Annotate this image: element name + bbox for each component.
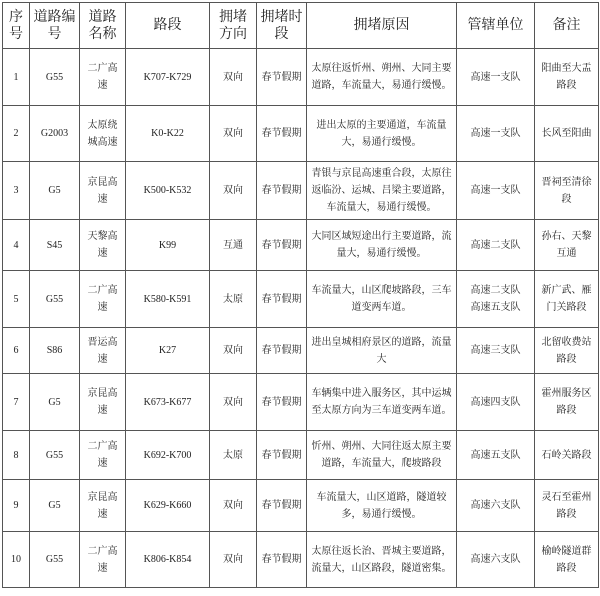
road-name: 二广高速 [80,49,126,106]
road-code: G55 [30,271,80,328]
congestion-direction: 太原 [210,431,257,480]
road-code: G55 [30,431,80,480]
congestion-reason: 进出太原的主要通道，车流量大，易通行缓慢。 [307,106,457,162]
row-number: 8 [3,431,30,480]
table-row [3,532,599,588]
jurisdiction-unit: 高速二支队 [457,220,535,271]
row-number: 4 [3,220,30,271]
table-row [3,431,599,480]
remark: 北留收费站路段 [535,328,599,374]
congestion-period: 春节假期 [257,480,307,532]
remark: 石岭关路段 [535,431,599,480]
row-number: 6 [3,328,30,374]
row-number: 7 [3,374,30,431]
road-name: 二广高速 [80,532,126,588]
remark: 晋祠至清徐段 [535,162,599,220]
road-section: K629-K660 [126,480,210,532]
remark: 灵石至霍州路段 [535,480,599,532]
congestion-reason: 进出皇城相府景区的道路，流量大 [307,328,457,374]
table-row [3,271,599,328]
congestion-period: 春节假期 [257,431,307,480]
jurisdiction-unit: 高速一支队 [457,162,535,220]
road-section: K500-K532 [126,162,210,220]
jurisdiction-unit: 高速一支队 [457,106,535,162]
road-section: K27 [126,328,210,374]
congestion-reason: 大同区域短途出行主要道路，流量大，易通行缓慢。 [307,220,457,271]
road-name: 二广高速 [80,271,126,328]
header-unit: 管辖单位 [457,3,535,49]
road-section: K0-K22 [126,106,210,162]
road-name: 天黎高速 [80,220,126,271]
remark: 长风至阳曲 [535,106,599,162]
row-number: 3 [3,162,30,220]
congestion-reason: 太原往返长治、晋城主要道路，流量大，山区路段，隧道密集。 [307,532,457,588]
road-section: K707-K729 [126,49,210,106]
road-name: 太原绕城高速 [80,106,126,162]
congestion-direction: 双向 [210,374,257,431]
row-number: 10 [3,532,30,588]
table-row [3,374,599,431]
header-road-code: 道路编号 [30,3,80,49]
header-reason: 拥堵原因 [307,3,457,49]
congestion-reason: 青银与京昆高速重合段，太原往返临汾、运城、吕梁主要道路，车流量大，易通行缓慢。 [307,162,457,220]
congestion-period: 春节假期 [257,374,307,431]
road-section: K99 [126,220,210,271]
congestion-period: 春节假期 [257,106,307,162]
row-number: 1 [3,49,30,106]
table-row [3,220,599,271]
road-name: 二广高速 [80,431,126,480]
remark: 榆岭隧道群路段 [535,532,599,588]
congestion-reason: 忻州、朔州、大同往返太原主要道路，车流量大，爬坡路段 [307,431,457,480]
congestion-period: 春节假期 [257,49,307,106]
road-name: 晋运高速 [80,328,126,374]
congestion-reason: 车流量大，山区道路，隧道较多，易通行缓慢。 [307,480,457,532]
road-name: 京昆高速 [80,480,126,532]
table-row [3,162,599,220]
header-no: 序号 [3,3,30,49]
road-name: 京昆高速 [80,162,126,220]
road-section: K806-K854 [126,532,210,588]
road-code: G5 [30,374,80,431]
congestion-reason: 太原往返忻州、朔州、大同主要道路，车流量大，易通行缓慢。 [307,49,457,106]
road-code: G5 [30,480,80,532]
table-row [3,480,599,532]
road-code: G5 [30,162,80,220]
header-period: 拥堵时段 [257,3,307,49]
header-section: 路段 [126,3,210,49]
congestion-direction: 双向 [210,532,257,588]
congestion-reason: 车流量大，山区爬坡路段，三车道变两车道。 [307,271,457,328]
jurisdiction-unit: 高速六支队 [457,480,535,532]
road-code: S45 [30,220,80,271]
table-body [3,49,599,588]
row-number: 9 [3,480,30,532]
road-code: G2003 [30,106,80,162]
jurisdiction-unit: 高速四支队 [457,374,535,431]
road-section: K580-K591 [126,271,210,328]
jurisdiction-unit: 高速三支队 [457,328,535,374]
congestion-reason: 车辆集中进入服务区，其中运城至太原方向为三车道变两车道。 [307,374,457,431]
header-road-name: 道路名称 [80,3,126,49]
row-number: 5 [3,271,30,328]
jurisdiction-unit: 高速六支队 [457,532,535,588]
header-row [3,3,599,49]
congestion-period: 春节假期 [257,328,307,374]
remark: 阳曲至大盂路段 [535,49,599,106]
table-row [3,328,599,374]
jurisdiction-unit: 高速一支队 [457,49,535,106]
congestion-direction: 双向 [210,106,257,162]
congestion-direction: 太原 [210,271,257,328]
congestion-period: 春节假期 [257,220,307,271]
congestion-period: 春节假期 [257,162,307,220]
road-code: G55 [30,49,80,106]
remark: 新广武、雁门关路段 [535,271,599,328]
row-number: 2 [3,106,30,162]
jurisdiction-unit: 高速二支队 高速五支队 [457,271,535,328]
road-code: G55 [30,532,80,588]
congestion-table [2,2,599,588]
congestion-direction: 双向 [210,480,257,532]
table-row [3,49,599,106]
road-section: K673-K677 [126,374,210,431]
road-code: S86 [30,328,80,374]
remark: 霍州服务区路段 [535,374,599,431]
jurisdiction-unit: 高速五支队 [457,431,535,480]
congestion-direction: 双向 [210,49,257,106]
congestion-direction: 双向 [210,328,257,374]
congestion-direction: 双向 [210,162,257,220]
congestion-period: 春节假期 [257,271,307,328]
remark: 孙右、天黎互通 [535,220,599,271]
header-note: 备注 [535,3,599,49]
table-row [3,106,599,162]
congestion-direction: 互通 [210,220,257,271]
congestion-period: 春节假期 [257,532,307,588]
road-name: 京昆高速 [80,374,126,431]
header-direction: 拥堵方向 [210,3,257,49]
road-section: K692-K700 [126,431,210,480]
